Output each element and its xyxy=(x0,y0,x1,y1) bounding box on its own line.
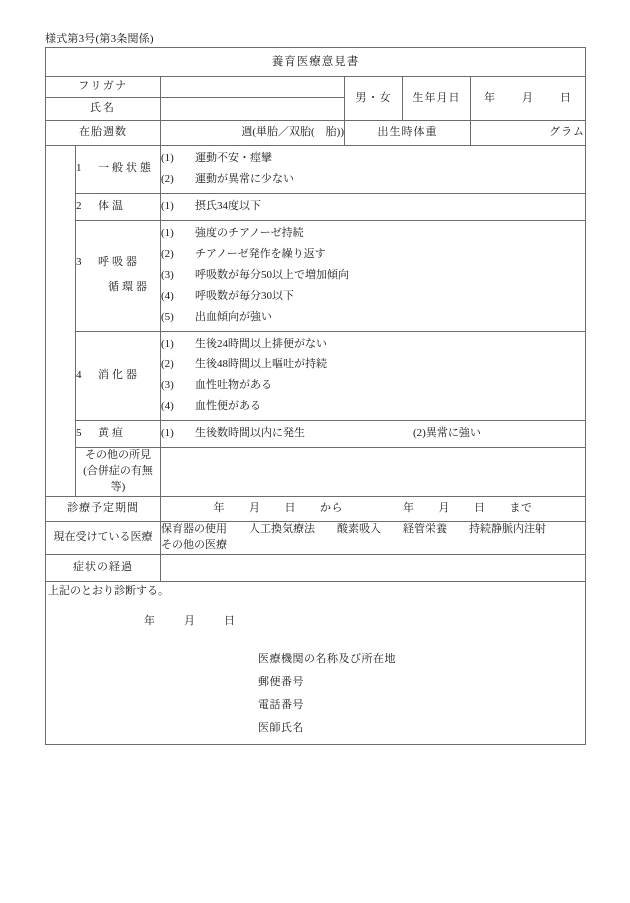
dob-year-label: 年 xyxy=(484,91,496,104)
current-treatment-options xyxy=(161,522,586,555)
item-marker: (4) xyxy=(161,400,174,413)
checklist-item[interactable] xyxy=(161,268,585,284)
checklist-item[interactable] xyxy=(161,357,585,373)
dob-day-label: 日 xyxy=(560,91,572,104)
gestation-weeks-input[interactable]: 週(単胎／双胎( 胎)) xyxy=(161,121,345,146)
form-number: 様式第3号(第3条関係) xyxy=(45,33,154,45)
item-marker: (2) xyxy=(161,172,174,185)
period-input[interactable] xyxy=(161,497,586,522)
period-from-month: 月 xyxy=(249,502,261,515)
other-findings-row xyxy=(46,448,586,497)
item-text: 生後数時間以内に発生 xyxy=(195,427,305,440)
institution-name-label[interactable]: 医療機関の名称及び所在地 xyxy=(258,652,396,665)
item-marker: (3) xyxy=(161,379,174,392)
sex-label: 男・女 xyxy=(345,77,403,121)
item-text: 運動不安・痙攣 xyxy=(195,152,272,164)
section-number-2: 2 xyxy=(76,199,82,212)
medical-opinion-form xyxy=(45,47,586,745)
phone-number-label[interactable]: 電話番号 xyxy=(258,698,304,711)
section-name-4: 消化器 xyxy=(98,368,140,381)
section-number-5: 5 xyxy=(76,427,82,440)
dob-month-label: 月 xyxy=(522,91,534,104)
diagnosis-statement: 上記のとおり診断する。 xyxy=(48,584,169,597)
section-row-respiratory xyxy=(46,220,586,331)
course-row xyxy=(46,554,586,581)
checklist-item[interactable] xyxy=(161,247,585,263)
item-marker: (5) xyxy=(161,310,174,323)
signature-row xyxy=(46,581,586,744)
period-to-suffix: まで xyxy=(509,502,533,515)
treatment-option[interactable]: 人工換気療法 xyxy=(249,523,315,535)
period-from-day: 日 xyxy=(284,502,296,515)
signature-date-input[interactable] xyxy=(144,614,585,630)
item-text: 呼吸数が毎分30以下 xyxy=(195,289,294,302)
birth-weight-label: 出生時体重 xyxy=(345,121,471,146)
treatment-option[interactable]: 酸素吸入 xyxy=(337,523,381,535)
other-findings-line1: その他の所見 xyxy=(85,449,151,462)
course-label: 症状の経過 xyxy=(46,554,161,581)
item-marker: (1) xyxy=(161,226,174,239)
section-name-3-line2: 循環器 xyxy=(108,281,150,294)
section-label-respiratory xyxy=(76,220,161,331)
section-number-1: 1 xyxy=(76,162,82,175)
section-row-general xyxy=(46,146,586,194)
name-label: 氏名 xyxy=(46,98,161,121)
treatment-option[interactable]: 経管栄養 xyxy=(403,523,447,535)
current-treatment-label: 現在受けている医療 xyxy=(46,522,161,555)
period-from-suffix: から xyxy=(320,502,343,515)
checklist-item[interactable] xyxy=(161,289,585,305)
section-items-temperature xyxy=(161,193,586,220)
section-items-general xyxy=(161,146,586,194)
item-text: 生後48時間以上嘔吐が持続 xyxy=(195,358,327,371)
section-name-1: 一般状態 xyxy=(98,162,154,175)
section-row-jaundice xyxy=(46,421,586,448)
period-to-year: 年 xyxy=(403,502,415,515)
item-marker: (2) xyxy=(161,358,174,371)
furigana-label: フリガナ xyxy=(46,77,161,98)
birth-weight-input[interactable]: グラム xyxy=(471,121,586,146)
item-marker: (2) xyxy=(413,427,426,440)
treatment-option-other[interactable]: その他の医療 xyxy=(161,538,227,551)
signature-month-label: 月 xyxy=(184,614,196,627)
item-text: 血性吐物がある xyxy=(195,379,272,392)
item-text: 血性便がある xyxy=(195,400,261,413)
section-name-5: 黄疸 xyxy=(98,427,126,440)
item-marker: (1) xyxy=(161,199,174,212)
treatment-option[interactable]: 保育器の使用 xyxy=(161,523,227,535)
gestation-row xyxy=(46,121,586,146)
other-findings-line2: (合併症の有無 xyxy=(83,465,153,478)
dob-label: 生年月日 xyxy=(403,77,471,121)
postal-code-label[interactable]: 郵便番号 xyxy=(258,675,304,688)
other-findings-input[interactable] xyxy=(161,448,586,497)
other-findings-label xyxy=(76,448,161,497)
course-input[interactable] xyxy=(161,554,586,581)
section-label-temperature xyxy=(76,193,161,220)
section-label-general xyxy=(76,146,161,194)
sections-spine xyxy=(46,146,76,497)
item-marker: (2) xyxy=(161,247,174,260)
item-text: チアノーゼ発作を繰り返す xyxy=(195,247,326,260)
current-treatment-row xyxy=(46,522,586,555)
section-number-4: 4 xyxy=(76,368,82,381)
section-row-temperature xyxy=(46,193,586,220)
section-number-3: 3 xyxy=(76,256,82,269)
institution-fields xyxy=(258,652,585,737)
section-row-digestive xyxy=(46,331,586,421)
furigana-input[interactable] xyxy=(161,77,345,98)
period-to-day: 日 xyxy=(474,502,486,515)
item-text: 生後24時間以上排便がない xyxy=(195,337,327,350)
dob-input[interactable] xyxy=(471,77,586,121)
period-from-year: 年 xyxy=(213,502,225,515)
checklist-item[interactable] xyxy=(161,226,585,242)
checklist-item[interactable] xyxy=(161,399,585,415)
checklist-item[interactable] xyxy=(161,199,585,215)
checklist-item[interactable] xyxy=(161,310,585,326)
period-to-month: 月 xyxy=(438,502,450,515)
period-label: 診療予定期間 xyxy=(46,497,161,522)
item-text: 運動が異常に少ない xyxy=(195,172,294,185)
doctor-name-label[interactable]: 医師氏名 xyxy=(258,721,304,734)
checklist-item[interactable] xyxy=(161,172,585,188)
item-text: 強度のチアノーゼ持続 xyxy=(195,226,304,239)
signature-day-label: 日 xyxy=(224,614,236,627)
checklist-item[interactable] xyxy=(161,378,585,394)
section-name-2: 体温 xyxy=(98,199,126,212)
item-text: 摂氏34度以下 xyxy=(195,199,261,212)
jaundice-items-line xyxy=(161,426,585,442)
item-marker: (3) xyxy=(161,268,174,281)
item-marker: (1) xyxy=(161,152,174,164)
title-row xyxy=(46,48,586,77)
checklist-item[interactable] xyxy=(161,151,585,167)
section-label-digestive xyxy=(76,331,161,421)
form-title: 養育医療意見書 xyxy=(46,48,586,77)
name-input[interactable] xyxy=(161,98,345,121)
signature-block xyxy=(46,581,586,744)
section-items-jaundice xyxy=(161,421,586,448)
item-marker: (1) xyxy=(161,427,174,440)
section-label-jaundice xyxy=(76,421,161,448)
item-text: 異常に強い xyxy=(425,427,481,440)
section-name-3: 呼吸器 xyxy=(98,256,140,269)
section-items-digestive xyxy=(161,331,586,421)
item-marker: (4) xyxy=(161,289,174,302)
item-text: 出血傾向が強い xyxy=(195,310,272,323)
treatment-option[interactable]: 持続静脈内注射 xyxy=(469,523,546,535)
signature-year-label: 年 xyxy=(144,614,156,627)
period-row xyxy=(46,497,586,522)
section-items-respiratory xyxy=(161,220,586,331)
checklist-item[interactable] xyxy=(161,337,585,353)
gestation-weeks-label: 在胎週数 xyxy=(46,121,161,146)
other-findings-line3: 等) xyxy=(110,481,126,494)
treatment-options-line xyxy=(161,522,585,538)
item-text: 呼吸数が毎分50以上で増加傾向 xyxy=(195,268,349,281)
item-marker: (1) xyxy=(161,337,174,350)
furigana-row xyxy=(46,77,586,98)
